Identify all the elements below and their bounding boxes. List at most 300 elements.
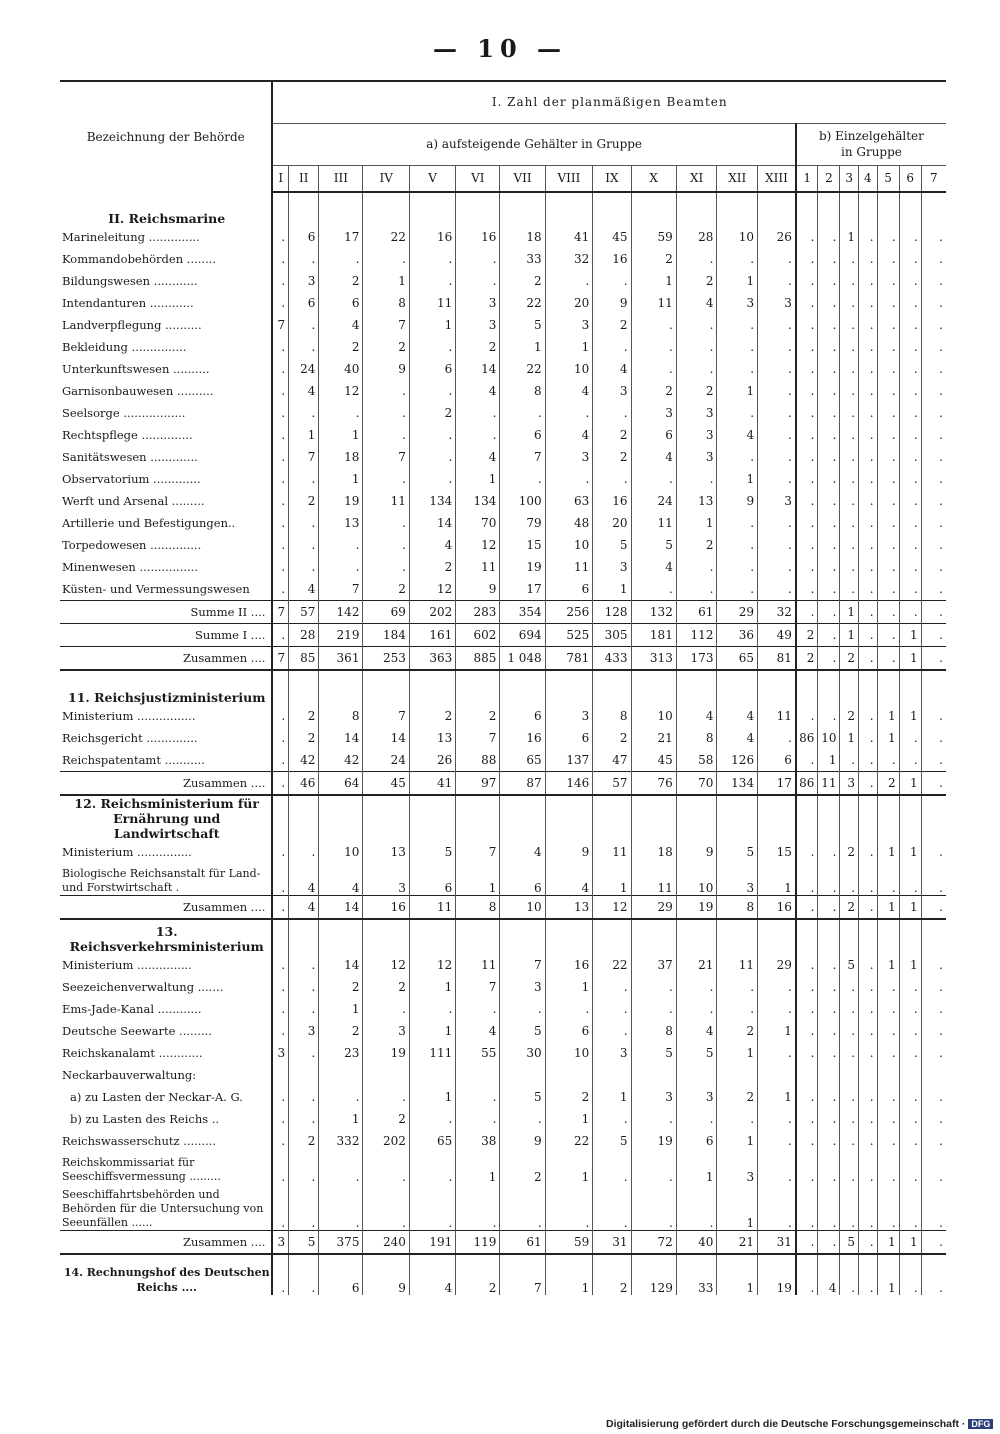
value-cell: . xyxy=(289,534,319,556)
value-cell: . xyxy=(899,998,921,1020)
value-cell: . xyxy=(272,556,288,578)
table-row xyxy=(60,727,946,749)
value-cell: . xyxy=(289,248,319,270)
row-label: Deutsche Seewarte ......... xyxy=(62,1024,212,1038)
value-cell: 21 xyxy=(676,954,717,976)
value-cell: 134 xyxy=(409,490,455,512)
value-cell: . xyxy=(840,1042,859,1064)
value-cell: 12 xyxy=(593,896,631,920)
value-cell: 132 xyxy=(631,601,676,624)
value-cell: . xyxy=(859,601,878,624)
value-cell: . xyxy=(758,314,796,336)
value-cell: 2 xyxy=(363,1108,409,1130)
value-cell: . xyxy=(796,1020,818,1042)
value-cell: . xyxy=(796,380,818,402)
value-cell: . xyxy=(289,402,319,424)
row-label: Bildungswesen ............ xyxy=(62,274,198,288)
value-cell: 7 xyxy=(319,578,363,601)
value-cell: 4 xyxy=(717,424,758,446)
value-cell: . xyxy=(818,1152,840,1184)
value-cell: . xyxy=(272,727,288,749)
value-cell: . xyxy=(921,1231,946,1255)
value-cell: 1 xyxy=(500,336,545,358)
value-cell: 1 xyxy=(899,841,921,863)
table-row xyxy=(60,841,946,863)
value-cell: . xyxy=(818,841,840,863)
value-cell: . xyxy=(456,998,500,1020)
value-cell: 3 xyxy=(289,1020,319,1042)
value-cell: . xyxy=(859,226,878,248)
value-cell: 1 xyxy=(409,1086,455,1108)
value-cell: . xyxy=(796,1108,818,1130)
value-cell: . xyxy=(818,705,840,727)
value-cell: . xyxy=(717,976,758,998)
value-cell: . xyxy=(289,998,319,1020)
value-cell: . xyxy=(272,998,288,1020)
value-cell: 16 xyxy=(593,490,631,512)
value-cell: . xyxy=(545,1184,593,1231)
row-label: Bekleidung ............... xyxy=(62,340,187,354)
value-cell: 128 xyxy=(593,601,631,624)
authority-column-header: Bezeichnung der Behörde xyxy=(60,81,272,192)
value-cell: 9 xyxy=(363,358,409,380)
value-cell: . xyxy=(921,601,946,624)
value-cell: . xyxy=(859,380,878,402)
value-cell: 49 xyxy=(758,624,796,647)
value-cell: . xyxy=(921,402,946,424)
value-cell: . xyxy=(796,1152,818,1184)
value-cell: . xyxy=(631,314,676,336)
value-cell: 4 xyxy=(319,863,363,896)
table-row xyxy=(60,292,946,314)
value-cell: 14 xyxy=(409,512,455,534)
value-cell: 26 xyxy=(409,749,455,772)
value-cell: . xyxy=(840,446,859,468)
value-cell: . xyxy=(758,336,796,358)
value-cell: . xyxy=(877,512,899,534)
value-cell: 4 xyxy=(676,705,717,727)
value-cell: 12 xyxy=(409,954,455,976)
value-cell: . xyxy=(796,749,818,772)
column-header-group-II: II xyxy=(289,165,319,192)
value-cell: 283 xyxy=(456,601,500,624)
value-cell: 86 xyxy=(796,727,818,749)
value-cell: . xyxy=(899,314,921,336)
value-cell: . xyxy=(877,270,899,292)
row-label: Torpedowesen .............. xyxy=(62,538,202,552)
value-cell: 14 xyxy=(319,896,363,920)
value-cell: . xyxy=(921,248,946,270)
value-cell: . xyxy=(758,358,796,380)
value-cell: 76 xyxy=(631,772,676,796)
value-cell: 22 xyxy=(500,358,545,380)
value-cell: . xyxy=(289,468,319,490)
value-cell: . xyxy=(758,556,796,578)
value-cell: 7 xyxy=(363,705,409,727)
value-cell: . xyxy=(272,248,288,270)
value-cell: 40 xyxy=(319,358,363,380)
value-cell: 10 xyxy=(545,1042,593,1064)
value-cell: 2 xyxy=(456,705,500,727)
value-cell: 5 xyxy=(500,1086,545,1108)
value-cell: . xyxy=(289,556,319,578)
value-cell: . xyxy=(363,402,409,424)
value-cell: . xyxy=(796,601,818,624)
value-cell: 111 xyxy=(409,1042,455,1064)
value-cell: 137 xyxy=(545,749,593,772)
value-cell: 313 xyxy=(631,647,676,671)
value-cell: . xyxy=(859,424,878,446)
value-cell: 5 xyxy=(631,1042,676,1064)
value-cell: . xyxy=(921,1086,946,1108)
value-cell: 2 xyxy=(319,976,363,998)
value-cell: . xyxy=(631,1184,676,1231)
value-cell: 6 xyxy=(289,292,319,314)
value-cell: . xyxy=(272,1020,288,1042)
page-number: — 10 — xyxy=(432,34,568,63)
value-cell: . xyxy=(289,512,319,534)
value-cell: 1 xyxy=(676,512,717,534)
value-cell: . xyxy=(758,380,796,402)
value-cell: . xyxy=(593,270,631,292)
value-cell: . xyxy=(272,772,288,796)
value-cell: 1 xyxy=(877,1231,899,1255)
column-header-group-I: I xyxy=(272,165,288,192)
value-cell: 13 xyxy=(363,841,409,863)
value-cell: . xyxy=(500,1108,545,1130)
table-row xyxy=(60,1086,946,1108)
digitization-footer xyxy=(606,1418,993,1430)
value-cell: 181 xyxy=(631,624,676,647)
value-cell: . xyxy=(899,336,921,358)
value-cell: 202 xyxy=(409,601,455,624)
value-cell: . xyxy=(877,226,899,248)
section-heading-row xyxy=(60,795,946,841)
value-cell: . xyxy=(840,1130,859,1152)
value-cell: 8 xyxy=(593,705,631,727)
value-cell: . xyxy=(796,1254,818,1295)
value-cell: 10 xyxy=(676,863,717,896)
value-cell: . xyxy=(818,402,840,424)
value-cell: . xyxy=(272,976,288,998)
value-cell: . xyxy=(796,1231,818,1255)
table-row xyxy=(60,226,946,248)
value-cell: 1 xyxy=(456,468,500,490)
value-cell: 1 xyxy=(877,841,899,863)
table-row xyxy=(60,954,946,976)
value-cell: 10 xyxy=(319,841,363,863)
value-cell: . xyxy=(500,998,545,1020)
value-cell: . xyxy=(272,954,288,976)
value-cell: 6 xyxy=(545,578,593,601)
value-cell: 30 xyxy=(500,1042,545,1064)
total-label: Zusammen .... xyxy=(60,896,272,920)
table-row xyxy=(60,512,946,534)
value-cell: . xyxy=(859,976,878,998)
value-cell: . xyxy=(859,270,878,292)
value-cell: 16 xyxy=(758,896,796,920)
value-cell: . xyxy=(818,270,840,292)
value-cell: . xyxy=(859,705,878,727)
value-cell: 31 xyxy=(758,1231,796,1255)
value-cell: 2 xyxy=(593,314,631,336)
value-cell: 1 xyxy=(545,1152,593,1184)
value-cell: . xyxy=(899,556,921,578)
value-cell: . xyxy=(818,647,840,671)
section-title: 14. Rechnungshof des Deutschen Reichs .... xyxy=(60,1254,272,1295)
value-cell: 61 xyxy=(500,1231,545,1255)
value-cell: 4 xyxy=(289,380,319,402)
value-cell: . xyxy=(676,1184,717,1231)
value-cell: 19 xyxy=(676,896,717,920)
value-cell: . xyxy=(818,578,840,601)
value-cell: . xyxy=(899,226,921,248)
value-cell: 2 xyxy=(631,248,676,270)
value-cell: 3 xyxy=(456,314,500,336)
value-cell: 5 xyxy=(289,1231,319,1255)
value-cell: 72 xyxy=(631,1231,676,1255)
value-cell: . xyxy=(818,468,840,490)
value-cell: . xyxy=(289,314,319,336)
value-cell: . xyxy=(818,292,840,314)
value-cell: 14 xyxy=(363,727,409,749)
value-cell: 1 xyxy=(840,624,859,647)
value-cell: 19 xyxy=(363,1042,409,1064)
value-cell: 3 xyxy=(593,380,631,402)
value-cell: 7 xyxy=(500,446,545,468)
value-cell: 11 xyxy=(409,896,455,920)
value-cell: . xyxy=(877,534,899,556)
value-cell: . xyxy=(840,270,859,292)
value-cell: . xyxy=(859,1108,878,1130)
value-cell: . xyxy=(840,998,859,1020)
value-cell: 41 xyxy=(409,772,455,796)
value-cell: 7 xyxy=(289,446,319,468)
value-cell: 161 xyxy=(409,624,455,647)
value-cell: . xyxy=(272,424,288,446)
value-cell: 256 xyxy=(545,601,593,624)
value-cell: . xyxy=(796,424,818,446)
value-cell: . xyxy=(545,998,593,1020)
value-cell: 5 xyxy=(593,1130,631,1152)
value-cell: 1 xyxy=(319,1108,363,1130)
table-row xyxy=(60,749,946,772)
value-cell: 134 xyxy=(717,772,758,796)
value-cell: . xyxy=(840,292,859,314)
value-cell: 2 xyxy=(796,647,818,671)
value-cell: . xyxy=(319,1184,363,1231)
value-cell: . xyxy=(877,1108,899,1130)
section-title: II. Reichsmarine xyxy=(108,211,226,226)
value-cell: 2 xyxy=(676,270,717,292)
value-cell: . xyxy=(363,1184,409,1231)
value-cell: 363 xyxy=(409,647,455,671)
table-row xyxy=(60,424,946,446)
value-cell: . xyxy=(899,292,921,314)
value-cell: 12 xyxy=(363,954,409,976)
value-cell: . xyxy=(272,512,288,534)
value-cell: 7 xyxy=(456,841,500,863)
value-cell: 1 xyxy=(877,1254,899,1295)
value-cell: . xyxy=(921,336,946,358)
value-cell: 2 xyxy=(676,380,717,402)
value-cell: . xyxy=(840,1020,859,1042)
value-cell: . xyxy=(899,534,921,556)
value-cell: . xyxy=(818,954,840,976)
value-cell: . xyxy=(877,490,899,512)
table-row xyxy=(60,863,946,896)
value-cell: 2 xyxy=(289,1130,319,1152)
value-cell: 3 xyxy=(593,1042,631,1064)
value-cell: 11 xyxy=(456,556,500,578)
value-cell: . xyxy=(796,863,818,896)
value-cell: 2 xyxy=(840,896,859,920)
value-cell: . xyxy=(758,1152,796,1184)
value-cell: 57 xyxy=(289,601,319,624)
value-cell: . xyxy=(456,424,500,446)
value-cell: . xyxy=(921,1020,946,1042)
value-cell: 1 xyxy=(717,270,758,292)
value-cell: 45 xyxy=(593,226,631,248)
column-header-single-6: 6 xyxy=(899,165,921,192)
value-cell: . xyxy=(818,1086,840,1108)
value-cell: . xyxy=(676,976,717,998)
value-cell: . xyxy=(796,1042,818,1064)
value-cell: . xyxy=(818,1020,840,1042)
value-cell: 354 xyxy=(500,601,545,624)
value-cell: . xyxy=(859,1042,878,1064)
value-cell: 2 xyxy=(289,705,319,727)
value-cell: . xyxy=(717,402,758,424)
value-cell: . xyxy=(796,336,818,358)
value-cell: 22 xyxy=(593,954,631,976)
value-cell: . xyxy=(859,1231,878,1255)
value-cell: . xyxy=(631,998,676,1020)
value-cell: 24 xyxy=(631,490,676,512)
value-cell: . xyxy=(758,402,796,424)
value-cell: 2 xyxy=(289,490,319,512)
value-cell: . xyxy=(877,1184,899,1231)
value-cell: 3 xyxy=(289,270,319,292)
statistics-table-sheet xyxy=(60,80,946,1295)
value-cell: . xyxy=(921,1184,946,1231)
value-cell: . xyxy=(593,402,631,424)
column-header-single-4: 4 xyxy=(859,165,878,192)
value-cell: 2 xyxy=(409,705,455,727)
value-cell: 332 xyxy=(319,1130,363,1152)
value-cell: . xyxy=(840,578,859,601)
value-cell: . xyxy=(796,490,818,512)
total-label: Zusammen .... xyxy=(60,1231,272,1255)
value-cell: . xyxy=(758,578,796,601)
value-cell: . xyxy=(289,976,319,998)
value-cell: . xyxy=(593,1152,631,1184)
value-cell: 129 xyxy=(631,1254,676,1295)
value-cell: . xyxy=(818,896,840,920)
value-cell: . xyxy=(545,270,593,292)
value-cell: 7 xyxy=(456,976,500,998)
value-cell: 13 xyxy=(545,896,593,920)
value-cell: . xyxy=(796,226,818,248)
value-cell: . xyxy=(818,1108,840,1130)
value-cell: . xyxy=(859,1020,878,1042)
value-cell: . xyxy=(840,1108,859,1130)
row-label: Rechtspflege .............. xyxy=(62,428,193,442)
value-cell: 7 xyxy=(500,954,545,976)
value-cell: 63 xyxy=(545,490,593,512)
value-cell: 5 xyxy=(717,841,758,863)
value-cell: . xyxy=(840,1086,859,1108)
value-cell: 1 xyxy=(877,727,899,749)
value-cell: 32 xyxy=(545,248,593,270)
row-label: Seezeichenverwaltung ....... xyxy=(62,980,224,994)
value-cell: . xyxy=(859,772,878,796)
value-cell: . xyxy=(859,358,878,380)
value-cell: . xyxy=(921,534,946,556)
value-cell: . xyxy=(921,468,946,490)
value-cell: 885 xyxy=(456,647,500,671)
value-cell: 14 xyxy=(319,954,363,976)
value-cell: . xyxy=(409,248,455,270)
value-cell: . xyxy=(899,1108,921,1130)
value-cell: . xyxy=(899,468,921,490)
value-cell: 10 xyxy=(545,534,593,556)
column-header-single-5: 5 xyxy=(877,165,899,192)
table-row xyxy=(60,402,946,424)
value-cell: 70 xyxy=(456,512,500,534)
value-cell: . xyxy=(818,358,840,380)
value-cell: 9 xyxy=(676,841,717,863)
value-cell: 1 xyxy=(840,226,859,248)
value-cell: . xyxy=(796,402,818,424)
row-label: Observatorium ............. xyxy=(62,472,201,486)
row-label: Werft und Arsenal ......... xyxy=(62,494,205,508)
value-cell: . xyxy=(631,578,676,601)
value-cell: . xyxy=(289,336,319,358)
value-cell: . xyxy=(758,534,796,556)
value-cell: . xyxy=(676,314,717,336)
value-cell: 2 xyxy=(456,1254,500,1295)
value-cell: 20 xyxy=(545,292,593,314)
value-cell: 2 xyxy=(545,1086,593,1108)
value-cell: . xyxy=(877,624,899,647)
value-cell: 1 xyxy=(545,336,593,358)
value-cell: . xyxy=(899,380,921,402)
value-cell: . xyxy=(859,446,878,468)
value-cell: 8 xyxy=(363,292,409,314)
value-cell: . xyxy=(593,998,631,1020)
section-title: 11. Reichsjustizministerium xyxy=(60,670,272,705)
value-cell: 48 xyxy=(545,512,593,534)
value-cell: 1 xyxy=(409,314,455,336)
value-cell: . xyxy=(409,380,455,402)
value-cell: 1 xyxy=(899,1231,921,1255)
total-row xyxy=(60,647,946,671)
value-cell: 9 xyxy=(545,841,593,863)
value-cell: . xyxy=(899,1042,921,1064)
row-label: Minenwesen ................ xyxy=(62,560,198,574)
value-cell: 2 xyxy=(593,424,631,446)
value-cell: 9 xyxy=(363,1254,409,1295)
value-cell: 13 xyxy=(409,727,455,749)
value-cell: . xyxy=(921,896,946,920)
value-cell: 6 xyxy=(676,1130,717,1152)
value-cell: 36 xyxy=(717,624,758,647)
value-cell: 55 xyxy=(456,1042,500,1064)
value-cell: 2 xyxy=(319,270,363,292)
value-cell: . xyxy=(818,446,840,468)
value-cell: 61 xyxy=(676,601,717,624)
